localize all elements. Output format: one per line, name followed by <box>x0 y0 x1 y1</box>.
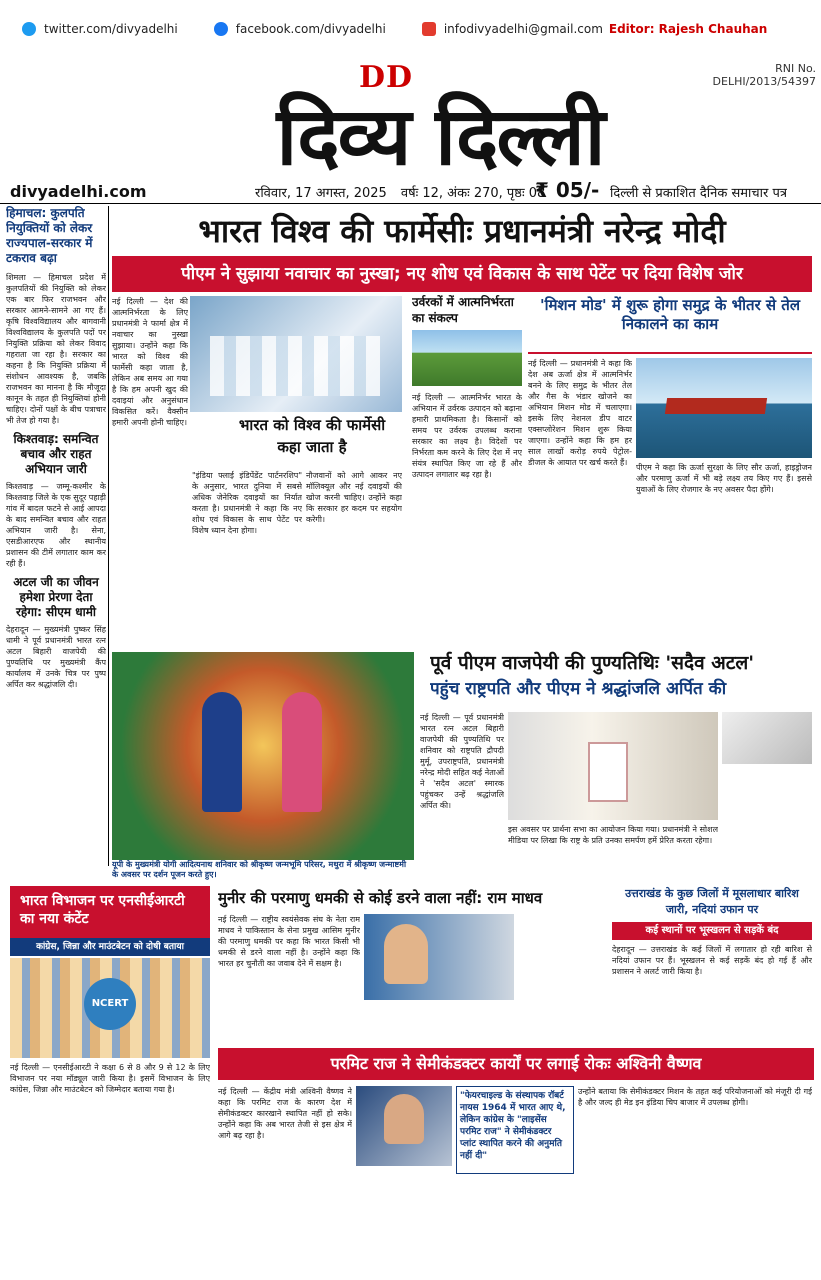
semicon-col-1 <box>218 1086 352 1174</box>
atal-headline-2: पहुंच राष्ट्रपति और पीएम ने श्रद्धांजलि अर्पित की <box>430 679 727 699</box>
masthead-title: दिव्य दिल्ली <box>276 89 604 183</box>
atal-body-1: नई दिल्ली — पूर्व प्रधानमंत्री भारत रत्न अटल बिहारी वाजपेयी की पुण्यतिथि पर शनिवार को राष्ट्रपति द्रौपदी मुर्मू, उपराष्ट्रपति, प्रधानमंत्री नरेन्द्र मोदी सहित कई नेताओं ने 'सदैव अटल' स्मारक पहुंचकर उन्हें श्रद्धांजलि अर्पित की। <box>420 713 504 810</box>
lead-col-3 <box>306 470 402 640</box>
left-column <box>6 206 106 866</box>
ncert-subhead: कांग्रेस, जिन्ना और माउंटबेटन को दोषी बताया <box>10 938 210 956</box>
ocean-body-1: नई दिल्ली — प्रधानमंत्री ने कहा कि देश अब ऊर्जा क्षेत्र में आत्मनिर्भर बनने के लिए समुद्र के भीतर तेल और गैस के भंडार खोजने का अभियान मिशन मोड में चलाएगा। इसके लिए नेशनल डीप वाटर एक्सप्लोरेशन मिशन शुरू किया जाएगा। उन्होंने कहा कि हम हर साल लाखों करोड़ रुपये पेट्रोल-डीजल के आयात पर खर्च करते हैं। <box>528 359 632 467</box>
atal-headline-1: पूर्व पीएम वाजपेयी की पुण्यतिथिः 'सदैव अटल' <box>430 652 755 674</box>
vaishnaw-photo <box>356 1086 452 1166</box>
semicon-body-2: उन्होंने बताया कि सेमीकंडक्टर मिशन के तहत कई परियोजनाओं को मंजूरी दी गई है और जल्द ही मेड इन इंडिया चिप बाजार में उपलब्ध होगी। <box>578 1087 812 1107</box>
atal-col-2 <box>508 824 718 882</box>
facebook-icon <box>214 22 228 36</box>
semicon-quote: "फेयरचाइल्ड के संस्थापक रॉबर्ट नायस 1964 में भारत आए थे, लेकिन कांग्रेस के "लाइसेंस परमिट राज" ने सेमीकंडक्टर प्लांट स्थापित करने की अनुमति नहीं दी" <box>456 1086 574 1174</box>
uk-headline: उत्तराखंड के कुछ जिलों में मूसलाधार बारिश जारी, नदियां उफान पर <box>625 887 799 916</box>
site-url[interactable]: divyadelhi.com <box>10 182 147 201</box>
ncert-headline: भारत विभाजन पर एनसीईआरटी का नया कंटेंट <box>10 886 210 938</box>
ocean-col-1 <box>528 358 632 642</box>
ocean-col-2 <box>636 462 812 642</box>
lead-body-1: नई दिल्ली — देश की आत्मनिर्भरता के लिए प्रधानमंत्री ने फार्मा क्षेत्र में नवाचार का नुस्खा सुझाया। उन्होंने कहा कि भारत को विश्व की फार्मेसी कहा जाता है, लेकिन अब समय आ गया है कि हम अपनी खुद की दवाइयां और अनुसंधान विकसित करें। वैक्सीन हमारी अपनी होनी चाहिए। <box>112 297 188 427</box>
lead-col-2 <box>192 470 302 640</box>
atal-body-2: इस अवसर पर प्रार्थना सभा का आयोजन किया गया। प्रधानमंत्री ने सोशल मीडिया पर लिखा कि राष्ट्र के प्रति उनका समर्पण हमें प्रेरित करता रहेगा। <box>508 825 718 845</box>
books-photo <box>10 958 210 1058</box>
lead-headline: भारत विश्व की फार्मेसीः प्रधानमंत्री नरेन्द्र मोदी <box>198 212 726 250</box>
left-headline-3: अटल जी का जीवन हमेशा प्रेरणा देता रहेगा: सीएम धामी <box>13 575 99 619</box>
semicon-headline: परमिट राज ने सेमीकंडक्टर कार्यों पर लगाई रोकः अश्विनी वैष्णव <box>218 1048 814 1080</box>
price: ₹ 05/- <box>535 178 600 202</box>
atal-col-1 <box>420 712 504 882</box>
email-icon <box>422 22 436 36</box>
tribute-photo <box>508 712 718 820</box>
issue-date: रविवार, 17 अगस्त, 2025 <box>255 186 387 201</box>
divider <box>108 206 109 866</box>
lead-col-1 <box>112 296 188 641</box>
facebook-link[interactable]: facebook.com/divyadelhi <box>235 22 386 36</box>
madhav-photo <box>364 914 514 1000</box>
ocean-headline: 'मिशन मोड' में शुरू होगा समुद्र के भीतर से तेल निकालने का काम <box>528 296 812 354</box>
farm-photo <box>412 330 522 386</box>
uk-col <box>612 944 812 1044</box>
oil-rig-photo <box>636 358 812 458</box>
lead-subhead: पीएम ने सुझाया नवाचार का नुस्खा; नए शोध एवं विकास के साथ पेटेंट पर दिया विशेष जोर <box>112 256 812 292</box>
madhav-body: नई दिल्ली — राष्ट्रीय स्वयंसेवक संघ के नेता राम माधव ने पाकिस्तान के सेना प्रमुख आसिम मुनीर की परमाणु धमकी पर कहा कि भारत किसी भी धमकी से डरने वाला नहीं है। उन्होंने कहा कि भारत हर चुनौती का जवाब देने में सक्षम है। <box>218 915 360 968</box>
left-body-1: शिमला — हिमाचल प्रदेश में कुलपतियों की नियुक्ति को लेकर एक बार फिर राजभवन और सरकार आमने-सामने आ गए हैं। कृषि विश्वविद्यालय और बागवानी विश्वविद्यालय के कुलपति पदों पर नियुक्ति प्रक्रिया को लेकर विवाद गहराता जा रहा है। सरकार का कहना है कि नियुक्ति प्रक्रिया में संशोधन आवश्यक है, जबकि राजभवन का मानना है कि मौजूदा कानून के तहत ही नियुक्तियां होनी चाहिए। दोनों पक्षों के बीच पत्राचार भी तेज हो गया है। <box>6 273 106 425</box>
editor-name: Editor: Rajesh Chauhan <box>608 22 768 36</box>
left-headline-1: हिमाचल: कुलपति नियुक्तियों को लेकर राज्यपाल-सरकार में टकराव बढ़ा <box>6 206 93 265</box>
left-body-3: देहरादून — मुख्यमंत्री पुष्कर सिंह धामी ने पूर्व प्रधानमंत्री भारत रत्न अटल बिहारी वाजपेयी की पुण्यतिथि पर मुख्यमंत्री कैंप कार्यालय में उनके चित्र पर पुष्प अर्पित कर श्रद्धांजलि दी। <box>6 625 106 689</box>
janmashtami-caption: यूपी के मुख्यमंत्री योगी आदित्यनाथ शनिवार को श्रीकृष्ण जन्मभूमि परिसर, मथुरा में श्रीकृष्ण जन्माष्टमी के अवसर पर दर्शन पूजन करते हुए। <box>112 860 407 879</box>
lead-photo-caption: भारत को विश्व की फार्मेसी कहा जाता है <box>230 414 394 464</box>
ncert-logo: NCERT <box>84 978 136 1030</box>
left-headline-2: किश्तवाड़: समन्वित बचाव और राहत अभियान जारी <box>13 432 99 476</box>
ocean-body-2: पीएम ने कहा कि ऊर्जा सुरक्षा के लिए सौर ऊर्जा, हाइड्रोजन और परमाणु ऊर्जा में भी बड़े लक्ष्य तय किए गए हैं। इससे युवाओं के लिए रोजगार के नए अवसर पैदा होंगे। <box>636 463 812 494</box>
fertilizer-body: नई दिल्ली — आत्मनिर्भर भारत के अभियान में उर्वरक उत्पादन को बढ़ाना हमारी प्राथमिकता है। किसानों को समय पर उर्वरक उपलब्ध कराना सरकार का लक्ष्य है। विदेशों पर निर्भरता कम करने के लिए देश में नए संयंत्र स्थापित किए जा रहे हैं और उत्पादन लगातार बढ़ रहा है। <box>412 393 522 479</box>
tagline: दिल्ली से प्रकाशित दैनिक समाचार पत्र <box>610 186 788 201</box>
janmashtami-photo <box>112 652 414 860</box>
uk-subhead: कई स्थानों पर भूस्खलन से सड़कें बंद <box>612 922 812 940</box>
atal-portrait <box>722 712 812 764</box>
contact-bar <box>0 0 821 58</box>
email-link[interactable]: infodivyadelhi@gmail.com <box>443 22 603 36</box>
twitter-icon <box>22 22 36 36</box>
semicon-col-2 <box>578 1086 812 1174</box>
uk-body: देहरादून — उत्तराखंड के कई जिलों में लगातार हो रही बारिश से नदियां उफान पर हैं। भूस्खलन से कई सड़कें बंद हो गई हैं और प्रशासन ने अलर्ट जारी किया है। <box>612 945 812 976</box>
ncert-body: नई दिल्ली — एनसीईआरटी ने कक्षा 6 से 8 और 9 से 12 के लिए विभाजन पर नया मॉड्यूल जारी किया है। इसमें विभाजन के लिए कांग्रेस, जिन्ना और माउंटबेटन को जिम्मेदार बताया गया है। <box>10 1063 210 1094</box>
madhav-headline: मुनीर की परमाणु धमकी से कोई डरने वाला नहीं: राम माधव <box>218 889 543 907</box>
issue-volume: वर्षः 12, अंकः 270, पृष्ठः 08 <box>400 186 546 201</box>
lead-body-2: "इंडिया फ्लाई इंडिपेंडेंट पार्टनरशिप" के अनुसार, भारत दुनिया में सबसे अधिक जेनेरिक दवाइयों का निर्यात करता है। प्रधानमंत्री ने कहा कि नए शोध एवं विकास के साथ पेटेंट पर विशेष ध्यान देना होगा। <box>192 471 302 535</box>
left-body-2: किश्तवाड़ — जम्मू-कश्मीर के किश्तवाड़ जिले के एक सुदूर पहाड़ी गांव में बादल फटने से आई आपदा के बाद समन्वित बचाव और राहत अभियान जारी है। सेना, एसडीआरएफ और स्थानीय प्रशासन की टीमें लगातार काम कर रही हैं। <box>6 482 106 568</box>
ncert-col <box>10 1062 210 1174</box>
lab-photo <box>190 296 402 412</box>
fertilizer-col <box>412 392 522 642</box>
issue-meta <box>255 183 545 201</box>
semicon-body-1: नई दिल्ली — केंद्रीय मंत्री अश्विनी वैष्णव ने कहा कि परमिट राज के कारण देश में सेमीकंडक्टर कारखाने स्थापित नहीं हो सके। उन्होंने कहा कि अब भारत तेजी से इस क्षेत्र में आगे बढ़ रहा है। <box>218 1087 352 1140</box>
lead-body-3: नौजवानों को आगे आकर नए मॉलिक्यूल और नई दवाइयों की खोज करनी चाहिए। उन्होंने कहा कि सरकार हर कदम पर सहयोग करेगी। <box>306 471 402 524</box>
dd-logo: DD <box>358 60 414 94</box>
fertilizer-headline: उर्वरकों में आत्मनिर्भरता का संकल्प <box>412 295 514 325</box>
rni-number: RNI No. DELHI/2013/54397 <box>712 62 816 88</box>
twitter-link[interactable]: twitter.com/divyadelhi <box>44 22 178 36</box>
